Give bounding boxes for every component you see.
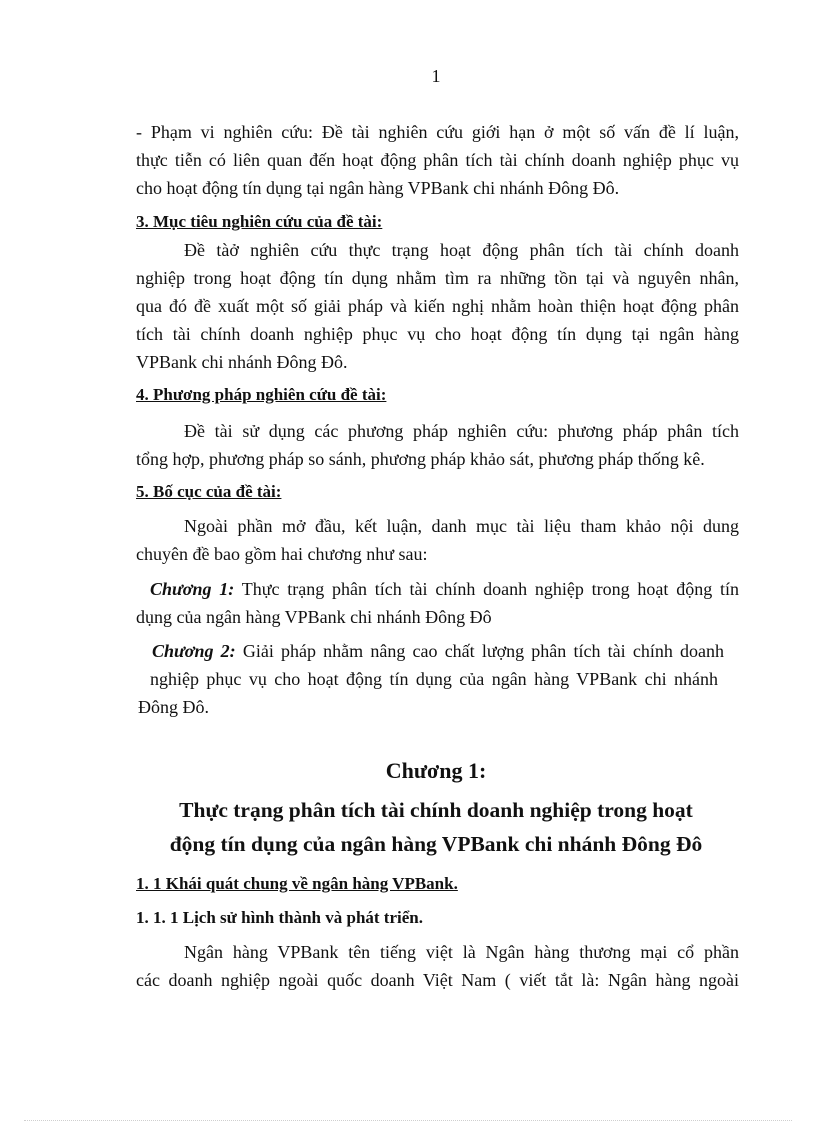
chapter-1-subtitle-line-1: Thực trạng phân tích tài chính doanh nghiệp trong hoạt	[179, 798, 693, 822]
chapter-2-summary-line-3: Đông Đô.	[138, 697, 209, 717]
chapter-1-subtitle-line-2: động tín dụng của ngân hàng VPBank chi nhánh Đông Đô	[169, 832, 703, 856]
chapter-1-summary-line-1	[150, 575, 739, 603]
section-1-1-1-heading: 1. 1. 1 Lịch sử hình thành và phát triển.	[136, 908, 423, 927]
page-bottom-rule	[24, 1120, 792, 1121]
scope-line-3: cho hoạt động tín dụng tại ngân hàng VPBank chi nhánh Đông Đô.	[136, 178, 620, 198]
section-3-line-4: tích tài chính doanh nghiệp phục vụ cho hoạt động tín dụng tại ngân hàng	[136, 324, 739, 344]
scope-paragraph	[136, 118, 739, 202]
chapter-2-summary-text: Giải pháp nhằm nâng cao chất lượng phân tích tài chính doanh	[235, 641, 724, 661]
section-5-heading: 5. Bố cục của đề tài:	[136, 482, 282, 501]
section-3-line-1: Đề tàở nghiên cứu thực trạng hoạt động phân tích tài chính doanh	[184, 240, 739, 260]
section-1-1-1-line-2: các doanh nghiệp ngoài quốc doanh Việt Nam ( viết tắt là: Ngân hàng ngoài	[136, 970, 739, 990]
chapter-1-summary-line-2: dụng của ngân hàng VPBank chi nhánh Đông Đô	[136, 607, 492, 627]
chapter-2-summary-label: Chương 2:	[152, 641, 236, 661]
chapter-1-title: Chương 1:	[385, 758, 487, 783]
section-3-paragraph	[136, 236, 739, 376]
scope-line-1: - Phạm vi nghiên cứu: Đề tài nghiên cứu giới hạn ở một số vấn đề lí luận,	[136, 122, 739, 142]
chapter-2-summary	[138, 637, 724, 721]
section-4-line-1: Đề tài sử dụng các phương pháp nghiên cứu: phương pháp phân tích	[184, 421, 739, 441]
chapter-1-summary-text: Thực trạng phân tích tài chính doanh nghiệp trong hoạt động tín	[234, 579, 739, 599]
section-4-line-2: tổng hợp, phương pháp so sánh, phương pháp khảo sát, phương pháp thống kê.	[136, 449, 705, 469]
section-1-1-heading: 1. 1 Khái quát chung về ngân hàng VPBank.	[136, 874, 458, 893]
section-4-paragraph	[136, 417, 739, 473]
section-3-line-3: qua đó đề xuất một số giải pháp và kiến nghị nhằm hoàn thiện hoạt động phân	[136, 296, 739, 316]
section-1-1-1-paragraph	[136, 938, 739, 994]
section-3-heading: 3. Mục tiêu nghiên cứu của đề tài:	[136, 212, 383, 231]
chapter-1-summary-label: Chương 1:	[150, 579, 235, 599]
section-5-line-2: chuyên đề bao gồm hai chương như sau:	[136, 544, 428, 564]
chapter-1-summary	[136, 575, 739, 631]
section-5-line-1: Ngoài phần mở đầu, kết luận, danh mục tài liệu tham khảo nội dung	[184, 516, 739, 536]
section-4-heading: 4. Phương pháp nghiên cứu đề tài:	[136, 385, 387, 404]
section-3-line-5: VPBank chi nhánh Đông Đô.	[136, 352, 348, 372]
section-5-paragraph	[136, 512, 739, 568]
section-3-line-2: nghiệp trong hoạt động tín dụng nhằm tìm ra những tồn tại và nguyên nhân,	[136, 268, 739, 288]
chapter-2-summary-line-1	[152, 637, 724, 665]
section-1-1-1-line-1: Ngân hàng VPBank tên tiếng việt là Ngân hàng thương mại cổ phần	[184, 942, 739, 962]
chapter-2-summary-line-2: nghiệp phục vụ cho hoạt động tín dụng của ngân hàng VPBank chi nhánh	[150, 669, 718, 689]
scope-line-2: thực tiễn có liên quan đến hoạt động phân tích tài chính doanh nghiệp phục vụ	[136, 150, 739, 170]
page-number: 1	[431, 66, 441, 86]
